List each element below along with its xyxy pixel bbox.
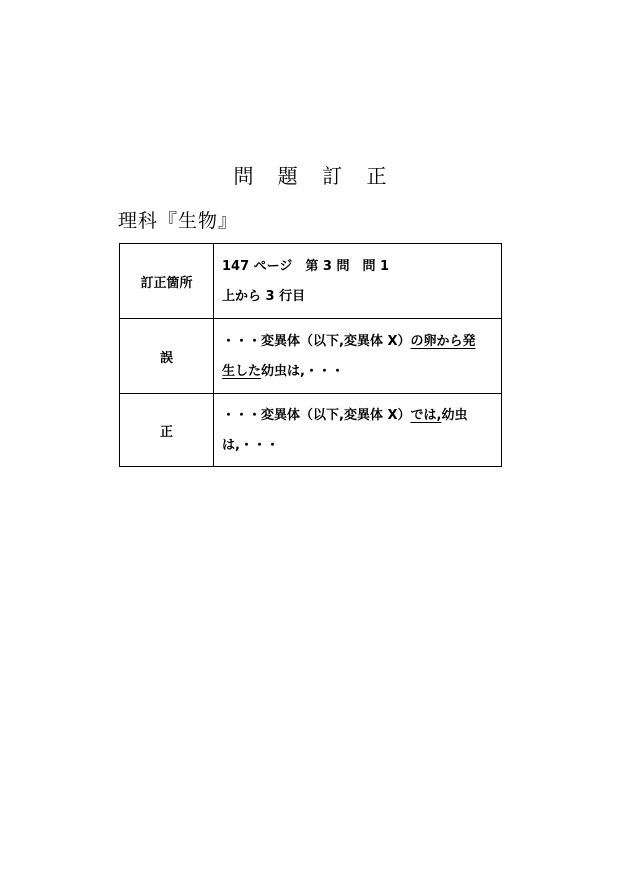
- wrong-line-2-text: 幼虫は,・・・: [261, 364, 344, 379]
- wrong-line-2-underlined: 生した: [222, 364, 262, 379]
- correct-content: [214, 394, 502, 467]
- location-content: [214, 244, 502, 319]
- row-label-location: 訂正箇所: [120, 244, 214, 319]
- row-label-correct: 正: [120, 394, 214, 467]
- page-title: 問 題 訂 正: [233, 164, 396, 188]
- location-line-2: 上から 3 行目: [222, 289, 306, 304]
- wrong-line-1-text: ・・・変異体（以下,変異体 X）: [222, 334, 411, 349]
- correct-line-2: は,・・・: [222, 438, 279, 453]
- table-row-correct: [120, 394, 502, 467]
- wrong-line-1-underlined: の卵から発: [410, 334, 476, 349]
- location-line-1: 147 ページ 第 3 問 問 1: [222, 259, 390, 274]
- correct-line-1-text-end: 幼虫: [441, 408, 468, 423]
- wrong-line-1: [222, 327, 493, 357]
- wrong-content: [214, 319, 502, 394]
- correct-line-1: [222, 401, 493, 431]
- correct-line-1-underlined: では,: [410, 408, 442, 423]
- row-label-wrong: 誤: [120, 319, 214, 394]
- correction-table: [119, 243, 502, 467]
- wrong-line-2: [222, 357, 493, 387]
- table-row-wrong: [120, 319, 502, 394]
- correct-line-1-text: ・・・変異体（以下,変異体 X）: [222, 408, 411, 423]
- table-row-location: [120, 244, 502, 319]
- subject-heading: 理科『生物』: [118, 210, 239, 232]
